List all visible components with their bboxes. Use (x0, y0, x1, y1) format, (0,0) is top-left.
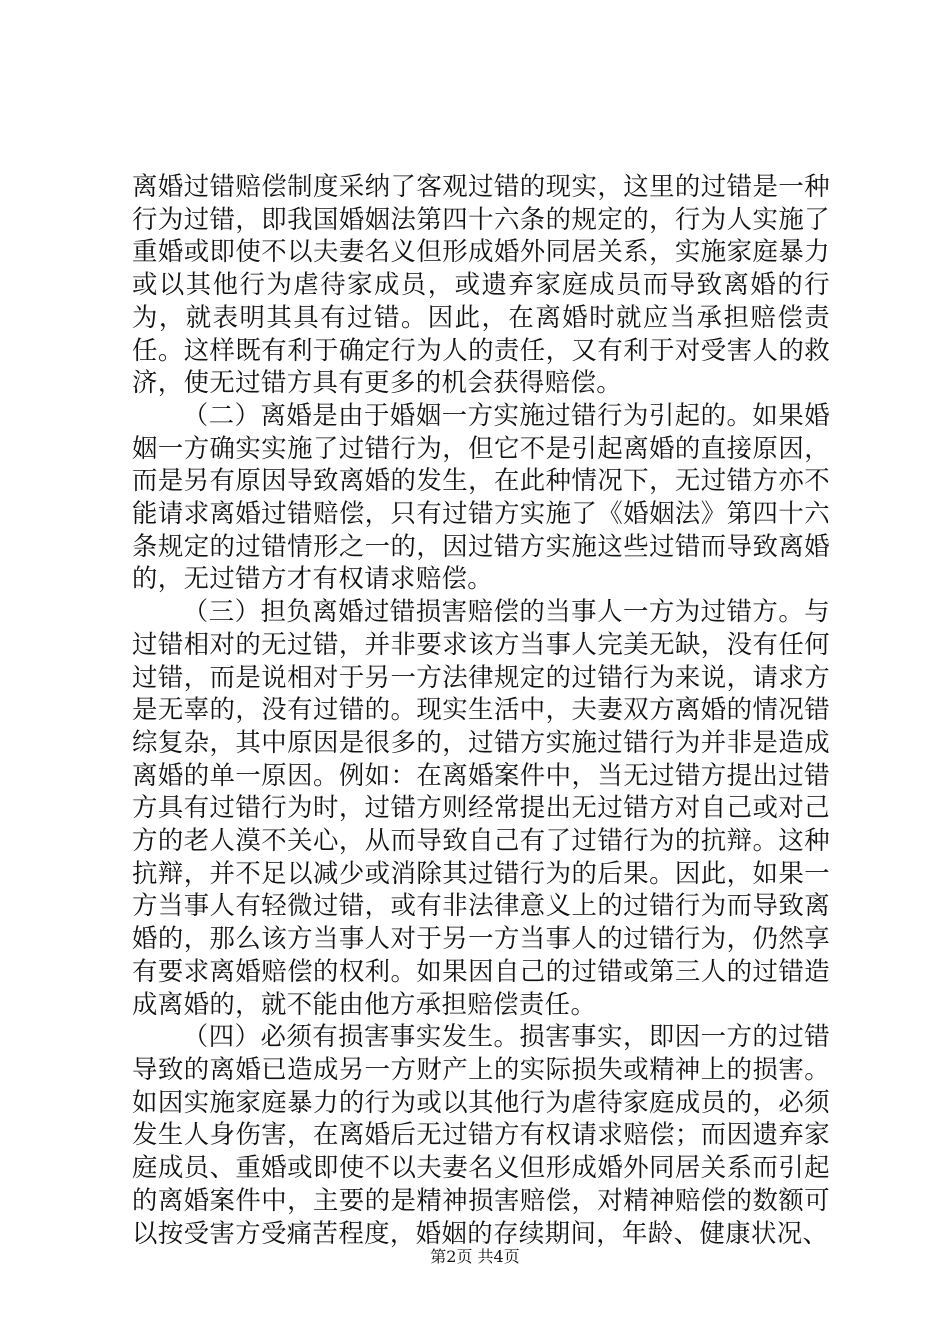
paragraph-1: 离婚过错赔偿制度采纳了客观过错的现实，这里的过错是一种行为过错，即我国婚姻法第四十六条的规定的，行为人实施了重婚或即使不以夫妻名义但形成婚外同居关系，实施家庭暴力或以其他行为虐待家成员，或遗弃家庭成员而导致离婚的行为，就表明其具有过错。因此，在离婚时就应当承担赔偿责任。这样既有利于确定行为人的责任，又有利于对受害人的救济，使无过错方具有更多的机会获得赔偿。 (132, 171, 830, 398)
page-footer: 第2页 共4页 (430, 1247, 520, 1266)
body-text (132, 170, 830, 1249)
paragraph-4: （四）必须有损害事实发生。损害事实，即因一方的过错导致的离婚已造成另一方财产上的实际损失或精神上的损害。如因实施家庭暴力的行为或以其他行为虐待家庭成员的，必须发生人身伤害，在离婚后无过错方有权请求赔偿；而因遗弃家庭成员、重婚或即使不以夫妻名义但形成婚外同居关系而引起的离婚案件中，主要的是精神损害赔偿，对精神赔偿的数额可以按受害方受痛苦程度，婚姻的存续期间，年龄、健康状况、 (132, 1021, 830, 1248)
paragraph-2: （二）离婚是由于婚姻一方实施过错行为引起的。如果婚姻一方确实实施了过错行为，但它不是引起离婚的直接原因，而是另有原因导致离婚的发生，在此种情况下，无过错方亦不能请求离婚过错赔偿，只有过错方实施了《婚姻法》第四十六条规定的过错情形之一的，因过错方实施这些过错而导致离婚的，无过错方才有权请求赔偿。 (132, 399, 830, 594)
paragraph-3: （三）担负离婚过错损害赔偿的当事人一方为过错方。与过错相对的无过错，并非要求该方当事人完美无缺，没有任何过错，而是说相对于另一方法律规定的过错行为来说，请求方是无辜的，没有过错的。现实生活中，夫妻双方离婚的情况错综复杂，其中原因是很多的，过错方实施过错行为并非是造成离婚的单一原因。例如：在离婚案件中，当无过错方提出过错方具有过错行为时，过错方则经常提出无过错方对自己或对己方的老人漠不关心，从而导致自己有了过错行为的抗辩。这种抗辩，并不足以减少或消除其过错行为的后果。因此，如果一方当事人有轻微过错，或有非法律意义上的过错行为而导致离婚的，那么该方当事人对于另一方当事人的过错行为，仍然享有要求离婚赔偿的权利。如果因自己的过错或第三人的过错造成离婚的，就不能由他方承担赔偿责任。 (132, 596, 830, 1019)
